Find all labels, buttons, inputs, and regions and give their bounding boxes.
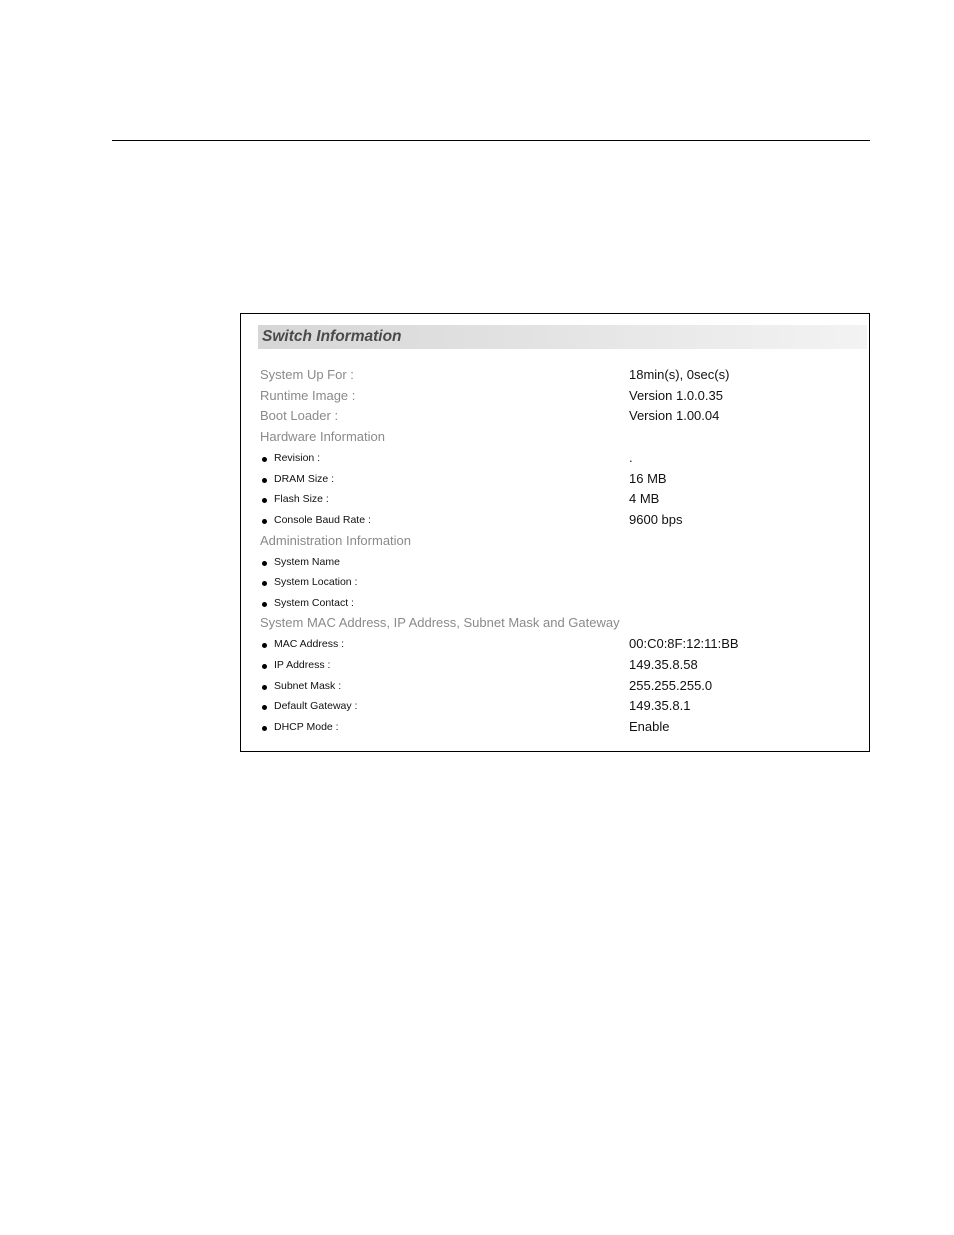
bullet-icon xyxy=(262,478,267,483)
info-row-boot-loader xyxy=(241,408,869,428)
bullet-icon xyxy=(262,602,267,607)
row-label: System Contact : xyxy=(274,597,354,609)
row-value: 18min(s), 0sec(s) xyxy=(629,367,730,382)
section-administration-information xyxy=(241,533,869,553)
section-heading: Administration Information xyxy=(260,533,412,548)
info-row-runtime-image xyxy=(241,388,869,408)
row-label: Revision : xyxy=(274,452,321,464)
row-value: 149.35.8.1 xyxy=(629,698,691,713)
row-value: 255.255.255.0 xyxy=(629,678,713,693)
info-row-system-location xyxy=(241,574,869,594)
section-hardware-information xyxy=(241,429,869,449)
info-row-system-contact xyxy=(241,595,869,615)
info-row-system-up-for xyxy=(241,367,869,387)
bullet-icon xyxy=(262,664,267,669)
bullet-icon xyxy=(262,519,267,524)
row-value: Version 1.0.0.35 xyxy=(629,388,723,403)
info-row-default-gateway xyxy=(241,698,869,718)
row-label: System Up For : xyxy=(260,367,354,382)
row-value: Version 1.00.04 xyxy=(629,408,720,423)
row-label: Subnet Mask : xyxy=(274,680,342,692)
row-value: 149.35.8.58 xyxy=(629,657,698,672)
row-label: Default Gateway : xyxy=(274,700,358,712)
section-heading: System MAC Address, IP Address, Subnet Mask and Gateway xyxy=(260,615,620,630)
row-label: Flash Size : xyxy=(274,493,329,505)
row-value: . xyxy=(629,450,633,465)
info-row-dhcp-mode xyxy=(241,719,869,739)
section-heading: Hardware Information xyxy=(260,429,385,444)
info-row-flash-size xyxy=(241,491,869,511)
row-label: DHCP Mode : xyxy=(274,721,339,733)
switch-information-panel xyxy=(240,313,870,752)
info-row-subnet-mask xyxy=(241,678,869,698)
row-label: MAC Address : xyxy=(274,638,345,650)
bullet-icon xyxy=(262,643,267,648)
info-row-mac-address xyxy=(241,636,869,656)
bullet-icon xyxy=(262,561,267,566)
bullet-icon xyxy=(262,685,267,690)
info-row-system-name xyxy=(241,554,869,574)
row-label: Console Baud Rate : xyxy=(274,514,371,526)
bullet-icon xyxy=(262,705,267,710)
row-value: Enable xyxy=(629,719,670,734)
row-value: 00:C0:8F:12:11:BB xyxy=(629,636,739,651)
page-header-rule xyxy=(112,140,870,141)
info-row-console-baud-rate xyxy=(241,512,869,532)
row-label: System Name xyxy=(274,556,340,568)
row-label: IP Address : xyxy=(274,659,331,671)
row-value: 4 MB xyxy=(629,491,660,506)
row-value: 16 MB xyxy=(629,471,667,486)
row-value: 9600 bps xyxy=(629,512,683,527)
info-row-revision xyxy=(241,450,869,470)
bullet-icon xyxy=(262,457,267,462)
info-row-dram-size xyxy=(241,471,869,491)
row-label: Runtime Image : xyxy=(260,388,356,403)
info-row-ip-address xyxy=(241,657,869,677)
section-network-information xyxy=(241,615,869,635)
bullet-icon xyxy=(262,726,267,731)
row-label: System Location : xyxy=(274,576,358,588)
panel-header xyxy=(258,325,867,349)
row-label: DRAM Size : xyxy=(274,473,335,485)
bullet-icon xyxy=(262,498,267,503)
bullet-icon xyxy=(262,581,267,586)
row-label: Boot Loader : xyxy=(260,408,339,423)
panel-title: Switch Information xyxy=(262,328,402,345)
